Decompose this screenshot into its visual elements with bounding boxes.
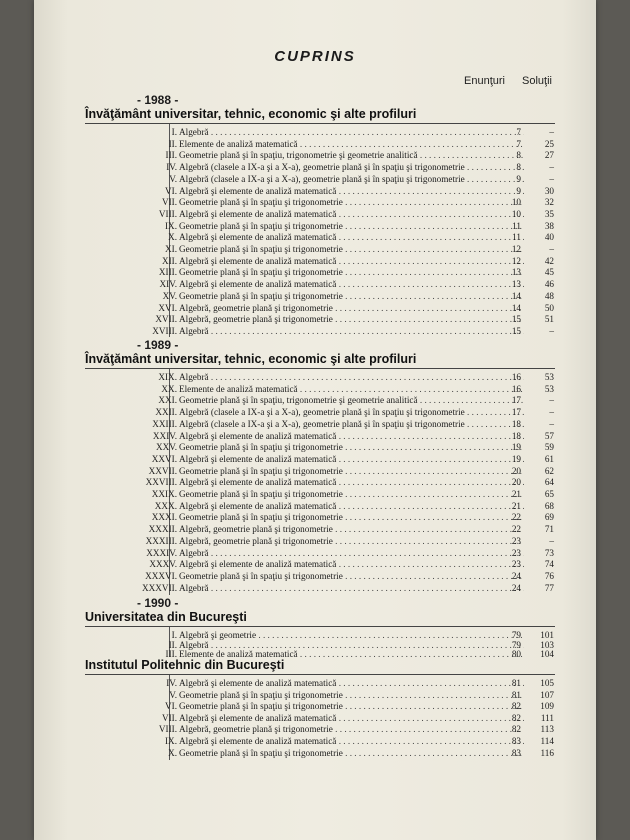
toc-entry-enunt-page: 16 bbox=[511, 383, 521, 394]
toc-entry-enunt-page: 13 bbox=[511, 267, 521, 278]
toc-entry-solutie-page: 74 bbox=[544, 559, 554, 570]
toc-entry-number: XXIV. bbox=[152, 430, 177, 441]
toc-entry-enunt-page: 9 bbox=[516, 185, 521, 196]
toc-entry-enunt-page: 81 bbox=[511, 678, 521, 688]
toc-entry-solutie-page: – bbox=[549, 418, 554, 429]
toc-entry-number: IX. bbox=[165, 220, 177, 231]
column-header-enunturi: Enunţuri bbox=[464, 75, 505, 87]
toc-entry-solutie-page: – bbox=[549, 173, 554, 184]
toc-entry-enunt-page: 17 bbox=[511, 395, 521, 406]
toc-entry-solutie-page: 103 bbox=[540, 639, 554, 650]
toc-entry bbox=[34, 582, 596, 594]
year-heading-1990: - 1990 - bbox=[137, 596, 179, 610]
toc-entry-number: IV. bbox=[166, 162, 177, 173]
toc-entry-enunt-page: 17 bbox=[511, 407, 521, 418]
toc-entry-enunt-page: 18 bbox=[511, 418, 521, 429]
toc-entry-solutie-page: 51 bbox=[544, 314, 554, 325]
toc-entry-number: XII. bbox=[161, 255, 177, 266]
toc-entry-solutie-page: 116 bbox=[540, 747, 554, 758]
toc-entry bbox=[34, 430, 596, 442]
toc-entry-number: XXIII. bbox=[152, 418, 177, 429]
toc-entry bbox=[34, 689, 596, 701]
toc-entry-solutie-page: – bbox=[549, 535, 554, 546]
toc-entry-enunt-page: 8 bbox=[516, 162, 521, 173]
toc-entry-title: Geometrie plană şi în spaţiu şi trigonometrie . . . bbox=[179, 220, 524, 232]
toc-entry-title: Geometrie plană şi în spaţiu şi trigonometrie . . . bbox=[179, 243, 524, 255]
toc-entry-solutie-page: – bbox=[549, 162, 554, 173]
toc-entry-solutie-page: – bbox=[549, 395, 554, 406]
toc-entry bbox=[34, 173, 596, 185]
toc-entry bbox=[34, 677, 596, 689]
toc-entry bbox=[34, 700, 596, 712]
toc-entry bbox=[34, 231, 596, 243]
toc-entry-title: Algebră . . . bbox=[179, 371, 524, 383]
toc-entry-number: V. bbox=[169, 689, 177, 700]
toc-entry-title: Algebră . . . bbox=[179, 639, 524, 651]
toc-entry-title: Algebră şi elemente de analiză matematică . . . bbox=[179, 476, 524, 488]
toc-entry-title: Geometrie plană şi în spaţiu şi trigonometrie . . . bbox=[179, 488, 524, 500]
toc-entry-title: Algebră (clasele a IX-a şi a X-a), geometrie plană şi în spaţiu şi trigonometrie . . . bbox=[179, 406, 524, 418]
toc-entry bbox=[34, 747, 596, 759]
toc-entry-enunt-page: 15 bbox=[511, 325, 521, 336]
page-title: CUPRINS bbox=[274, 48, 356, 65]
toc-entry-number: V. bbox=[169, 173, 177, 184]
toc-entry-enunt-page: 23 bbox=[511, 547, 521, 558]
toc-entry-enunt-page: 23 bbox=[511, 559, 521, 570]
toc-entry-title: Elemente de analiză matematică . . . bbox=[179, 648, 524, 660]
section-heading-1988: Învăţământ universitar, tehnic, economic şi alte profiluri bbox=[85, 107, 417, 121]
toc-entry-solutie-page: 61 bbox=[544, 453, 554, 464]
toc-entry-title: Elemente de analiză matematică . . . bbox=[179, 138, 524, 150]
toc-entry bbox=[34, 648, 596, 660]
toc-entry-title: Geometrie plană şi în spaţiu şi trigonometrie . . . bbox=[179, 747, 524, 759]
toc-entry bbox=[34, 255, 596, 267]
toc-entry-enunt-page: 82 bbox=[511, 701, 521, 712]
toc-entry-solutie-page: 46 bbox=[544, 279, 554, 290]
toc-entry-solutie-page: 35 bbox=[544, 208, 554, 219]
toc-entry-number: XXXIII. bbox=[145, 535, 177, 546]
toc-entry-solutie-page: – bbox=[549, 244, 554, 254]
toc-entry-enunt-page: 15 bbox=[511, 314, 521, 325]
toc-entry-title: Algebră şi elemente de analiză matematică . . . bbox=[179, 208, 524, 220]
toc-entry bbox=[34, 558, 596, 570]
toc-entry-solutie-page: – bbox=[549, 407, 554, 418]
toc-entry-enunt-page: 24 bbox=[511, 570, 521, 581]
toc-entry-number: VII. bbox=[161, 712, 177, 723]
toc-entry-enunt-page: 79 bbox=[511, 630, 521, 640]
toc-entry-title: Algebră şi elemente de analiză matematică . . . bbox=[179, 231, 524, 243]
toc-entry bbox=[34, 371, 596, 383]
toc-entry-enunt-page: 16 bbox=[511, 372, 521, 382]
toc-entry-solutie-page: 42 bbox=[544, 255, 554, 266]
toc-entry-solutie-page: 48 bbox=[544, 290, 554, 301]
toc-entry-title: Algebră, geometrie plană şi trigonometrie . . . bbox=[179, 313, 524, 325]
toc-entry-title: Geometrie plană şi în spaţiu şi trigonometrie . . . bbox=[179, 570, 524, 582]
toc-entry-solutie-page: 68 bbox=[544, 500, 554, 511]
year-heading-1989: - 1989 - bbox=[137, 338, 179, 352]
toc-entry-number: IV. bbox=[166, 678, 177, 688]
toc-entry-enunt-page: 24 bbox=[511, 582, 521, 593]
toc-entry-solutie-page: 104 bbox=[540, 649, 554, 659]
toc-entry bbox=[34, 138, 596, 150]
toc-entry-number: II. bbox=[168, 639, 177, 650]
toc-entry-number: III. bbox=[165, 150, 177, 161]
toc-entry bbox=[34, 325, 596, 337]
toc-entry-solutie-page: 69 bbox=[544, 512, 554, 523]
toc-entry-enunt-page: 20 bbox=[511, 465, 521, 476]
toc-entry-number: XIV. bbox=[159, 279, 177, 290]
document-page bbox=[34, 0, 596, 840]
toc-entry-title: Geometrie plană şi în spaţiu şi trigonometrie . . . bbox=[179, 511, 524, 523]
toc-entry-enunt-page: 11 bbox=[512, 220, 521, 231]
toc-entry-number: XXI. bbox=[158, 395, 177, 406]
toc-entry-solutie-page: 64 bbox=[544, 477, 554, 488]
toc-entry-enunt-page: 79 bbox=[511, 639, 521, 650]
toc-entry-solutie-page: 113 bbox=[540, 724, 554, 735]
toc-entry-enunt-page: 83 bbox=[511, 747, 521, 758]
toc-entry-number: XX. bbox=[161, 383, 177, 394]
toc-entry bbox=[34, 735, 596, 747]
toc-entry bbox=[34, 278, 596, 290]
toc-entry-enunt-page: 19 bbox=[511, 453, 521, 464]
toc-entry bbox=[34, 488, 596, 500]
toc-entry-enunt-page: 9 bbox=[516, 173, 521, 184]
toc-entry bbox=[34, 441, 596, 453]
toc-entry-solutie-page: 65 bbox=[544, 489, 554, 499]
toc-entry bbox=[34, 406, 596, 418]
toc-entry-enunt-page: 22 bbox=[511, 524, 521, 535]
toc-entry-enunt-page: 11 bbox=[512, 232, 521, 243]
toc-entry-enunt-page: 83 bbox=[511, 736, 521, 746]
toc-entry-title: Geometrie plană şi în spaţiu, trigonometrie şi geometrie analitică . . . bbox=[179, 394, 524, 406]
toc-entry-number: XVI. bbox=[158, 302, 177, 313]
toc-entry-number: XXVII. bbox=[148, 465, 177, 476]
toc-entry-enunt-page: 23 bbox=[511, 535, 521, 546]
toc-entry-title: Geometrie plană şi în spaţiu şi trigonometrie . . . bbox=[179, 465, 524, 477]
toc-entry bbox=[34, 476, 596, 488]
toc-entry-solutie-page: 59 bbox=[544, 442, 554, 453]
toc-entry-number: II. bbox=[168, 138, 177, 149]
toc-entry-title: Algebră (clasele a IX-a şi a X-a), geometrie plană şi în spaţiu şi trigonometrie . . . bbox=[179, 173, 524, 185]
toc-entry bbox=[34, 547, 596, 559]
toc-entry-solutie-page: – bbox=[549, 127, 554, 137]
toc-entry-solutie-page: 50 bbox=[544, 302, 554, 313]
toc-entry-title: Algebră şi elemente de analiză matematică . . . bbox=[179, 712, 524, 724]
toc-entries bbox=[34, 0, 596, 840]
toc-entry bbox=[34, 220, 596, 232]
toc-entry bbox=[34, 535, 596, 547]
toc-entry bbox=[34, 290, 596, 302]
toc-entry-enunt-page: 7 bbox=[516, 127, 521, 137]
toc-entry-number: XXIX. bbox=[151, 489, 177, 499]
toc-entry-number: XV. bbox=[162, 290, 177, 301]
toc-entry-number: XXXVII. bbox=[142, 582, 177, 593]
toc-entry bbox=[34, 723, 596, 735]
toc-entry-number: VI. bbox=[165, 701, 177, 712]
toc-entry-enunt-page: 21 bbox=[511, 489, 521, 499]
toc-entry-title: Algebră (clasele a IX-a şi a X-a), geometrie plană şi în spaţiu şi trigonometrie . . . bbox=[179, 418, 524, 430]
toc-entry-title: Geometrie plană şi în spaţiu şi trigonometrie . . . bbox=[179, 196, 524, 208]
toc-entry-solutie-page: 32 bbox=[544, 197, 554, 208]
toc-entry-title: Algebră şi elemente de analiză matematică . . . bbox=[179, 255, 524, 267]
toc-entry bbox=[34, 383, 596, 395]
toc-entry-enunt-page: 81 bbox=[511, 689, 521, 700]
toc-entry-solutie-page: 38 bbox=[544, 220, 554, 231]
toc-entry-solutie-page: 77 bbox=[544, 582, 554, 593]
toc-entry-solutie-page: 27 bbox=[544, 150, 554, 161]
toc-entry-number: I. bbox=[171, 127, 177, 137]
toc-entry-title: Geometrie plană şi în spaţiu şi trigonometrie . . . bbox=[179, 689, 524, 701]
toc-entry-enunt-page: 12 bbox=[511, 244, 521, 254]
toc-entry-title: Algebră (clasele a IX-a şi a X-a), geometrie plană şi în spaţiu şi trigonometrie . . . bbox=[179, 161, 524, 173]
toc-entry-number: VI. bbox=[165, 185, 177, 196]
toc-entry-title: Algebră şi geometrie . . . bbox=[179, 629, 524, 641]
toc-entry-title: Geometrie plană şi în spaţiu, trigonometrie şi geometrie analitică . . . bbox=[179, 149, 524, 161]
toc-entry-solutie-page: 114 bbox=[540, 736, 554, 746]
toc-entry-title: Algebră, geometrie plană şi trigonometrie . . . bbox=[179, 723, 524, 735]
toc-entry bbox=[34, 149, 596, 161]
toc-entry-solutie-page: 71 bbox=[544, 524, 554, 535]
toc-entry-title: Algebră, geometrie plană şi trigonometrie . . . bbox=[179, 302, 524, 314]
toc-entry-title: Algebră, geometrie plană şi trigonometrie . . . bbox=[179, 535, 524, 547]
toc-entry-title: Algebră şi elemente de analiză matematică . . . bbox=[179, 453, 524, 465]
toc-entry-title: Algebră şi elemente de analiză matematică . . . bbox=[179, 278, 524, 290]
toc-entry-enunt-page: 82 bbox=[511, 712, 521, 723]
toc-entry-number: XXVIII. bbox=[145, 477, 177, 488]
toc-entry-title: Algebră . . . bbox=[179, 582, 524, 594]
toc-entry-enunt-page: 8 bbox=[516, 150, 521, 161]
toc-entry-solutie-page: 76 bbox=[544, 570, 554, 581]
toc-entry bbox=[34, 418, 596, 430]
toc-entry-title: Algebră şi elemente de analiză matematică . . . bbox=[179, 500, 524, 512]
toc-entry-solutie-page: 30 bbox=[544, 185, 554, 196]
toc-entry-title: Algebră . . . bbox=[179, 325, 524, 337]
toc-entry bbox=[34, 570, 596, 582]
toc-entry bbox=[34, 313, 596, 325]
toc-entry-number: III. bbox=[165, 649, 177, 659]
toc-entry-title: Algebră . . . bbox=[179, 547, 524, 559]
toc-entry-solutie-page: 45 bbox=[544, 267, 554, 278]
toc-entry-title: Geometrie plană şi în spaţiu şi trigonometrie . . . bbox=[179, 441, 524, 453]
toc-entry-number: VII. bbox=[161, 197, 177, 208]
toc-entry-solutie-page: 109 bbox=[540, 701, 554, 712]
toc-entry-solutie-page: 62 bbox=[544, 465, 554, 476]
toc-entry-number: XXXI. bbox=[151, 512, 177, 523]
toc-entry bbox=[34, 185, 596, 197]
toc-entry-solutie-page: 40 bbox=[544, 232, 554, 243]
toc-entry bbox=[34, 394, 596, 406]
toc-entry bbox=[34, 126, 596, 138]
toc-entry-number: XXXII. bbox=[148, 524, 177, 535]
toc-entry-enunt-page: 18 bbox=[511, 430, 521, 441]
toc-entry-number: XIX. bbox=[158, 372, 177, 382]
toc-entry-title: Algebră şi elemente de analiză matematică . . . bbox=[179, 735, 524, 747]
section-heading-universitatea: Universitatea din Bucureşti bbox=[85, 610, 247, 624]
toc-entry-enunt-page: 80 bbox=[511, 649, 521, 659]
toc-entry-solutie-page: 53 bbox=[544, 372, 554, 382]
toc-entry-number: I. bbox=[171, 630, 177, 640]
toc-entry-title: Geometrie plană şi în spaţiu şi trigonometrie . . . bbox=[179, 700, 524, 712]
toc-entry-number: XXV. bbox=[155, 442, 177, 453]
toc-entry-title: Algebră, geometrie plană şi trigonometrie . . . bbox=[179, 523, 524, 535]
toc-entry-number: XI. bbox=[165, 244, 177, 254]
column-header-solutii: Soluţii bbox=[522, 75, 552, 87]
toc-entry bbox=[34, 712, 596, 724]
toc-entry-number: XIII. bbox=[158, 267, 177, 278]
toc-entry-enunt-page: 14 bbox=[511, 302, 521, 313]
toc-entry bbox=[34, 523, 596, 535]
toc-entry-enunt-page: 14 bbox=[511, 290, 521, 301]
toc-entry-title: Algebră . . . bbox=[179, 126, 524, 138]
toc-entry bbox=[34, 266, 596, 278]
toc-entry-solutie-page: 107 bbox=[540, 689, 554, 700]
toc-entry-number: XXII. bbox=[155, 407, 177, 418]
toc-entry-enunt-page: 82 bbox=[511, 724, 521, 735]
toc-entry-solutie-page: 111 bbox=[540, 712, 554, 723]
toc-entry-number: XXVI. bbox=[151, 453, 177, 464]
toc-entry-enunt-page: 12 bbox=[511, 255, 521, 266]
toc-entry-number: XXX. bbox=[154, 500, 177, 511]
toc-entry-number: XVIII. bbox=[152, 325, 177, 336]
toc-entry-number: XVII. bbox=[155, 314, 177, 325]
toc-entry-title: Geometrie plană şi în spaţiu şi trigonometrie . . . bbox=[179, 290, 524, 302]
toc-entry bbox=[34, 453, 596, 465]
toc-entry-number: VIII. bbox=[158, 208, 177, 219]
toc-entry-solutie-page: 25 bbox=[544, 138, 554, 149]
toc-entry-enunt-page: 19 bbox=[511, 442, 521, 453]
toc-entry-title: Algebră şi elemente de analiză matematică . . . bbox=[179, 677, 524, 689]
toc-entry-solutie-page: 73 bbox=[544, 547, 554, 558]
section-heading-politehnica: Institutul Politehnic din Bucureşti bbox=[85, 658, 285, 672]
toc-entry-enunt-page: 13 bbox=[511, 279, 521, 290]
toc-entry-number: X. bbox=[168, 232, 177, 243]
toc-entry-number: XXXV. bbox=[149, 559, 177, 570]
toc-entry-title: Algebră şi elemente de analiză matematică . . . bbox=[179, 430, 524, 442]
toc-entry-enunt-page: 20 bbox=[511, 477, 521, 488]
toc-entry-title: Elemente de analiză matematică . . . bbox=[179, 383, 524, 395]
toc-entry bbox=[34, 500, 596, 512]
toc-entry-number: IX. bbox=[165, 736, 177, 746]
section-heading-1989: Învăţământ universitar, tehnic, economic şi alte profiluri bbox=[85, 352, 417, 366]
toc-entry-enunt-page: 10 bbox=[511, 197, 521, 208]
toc-entry-title: Geometrie plană şi în spaţiu şi trigonometrie . . . bbox=[179, 266, 524, 278]
toc-entry-enunt-page: 10 bbox=[511, 208, 521, 219]
toc-entry bbox=[34, 243, 596, 255]
toc-entry-enunt-page: 7 bbox=[516, 138, 521, 149]
toc-entry bbox=[34, 465, 596, 477]
toc-entry bbox=[34, 208, 596, 220]
toc-entry-title: Algebră şi elemente de analiză matematică . . . bbox=[179, 185, 524, 197]
toc-entry-enunt-page: 21 bbox=[511, 500, 521, 511]
toc-entry-solutie-page: 101 bbox=[540, 630, 554, 640]
toc-entry-number: X. bbox=[168, 747, 177, 758]
year-heading-1988: - 1988 - bbox=[137, 93, 179, 107]
toc-entry bbox=[34, 196, 596, 208]
toc-entry-number: XXXIV. bbox=[146, 547, 177, 558]
toc-entry bbox=[34, 161, 596, 173]
toc-entry-enunt-page: 22 bbox=[511, 512, 521, 523]
toc-entry-solutie-page: – bbox=[549, 325, 554, 336]
toc-entry bbox=[34, 302, 596, 314]
toc-entry-title: Algebră şi elemente de analiză matematică . . . bbox=[179, 558, 524, 570]
toc-entry-number: XXXVI. bbox=[145, 570, 177, 581]
toc-entry-number: VIII. bbox=[158, 724, 177, 735]
toc-entry bbox=[34, 511, 596, 523]
toc-entry-solutie-page: 53 bbox=[544, 383, 554, 394]
toc-entry-solutie-page: 105 bbox=[540, 678, 554, 688]
toc-entry-solutie-page: 57 bbox=[544, 430, 554, 441]
